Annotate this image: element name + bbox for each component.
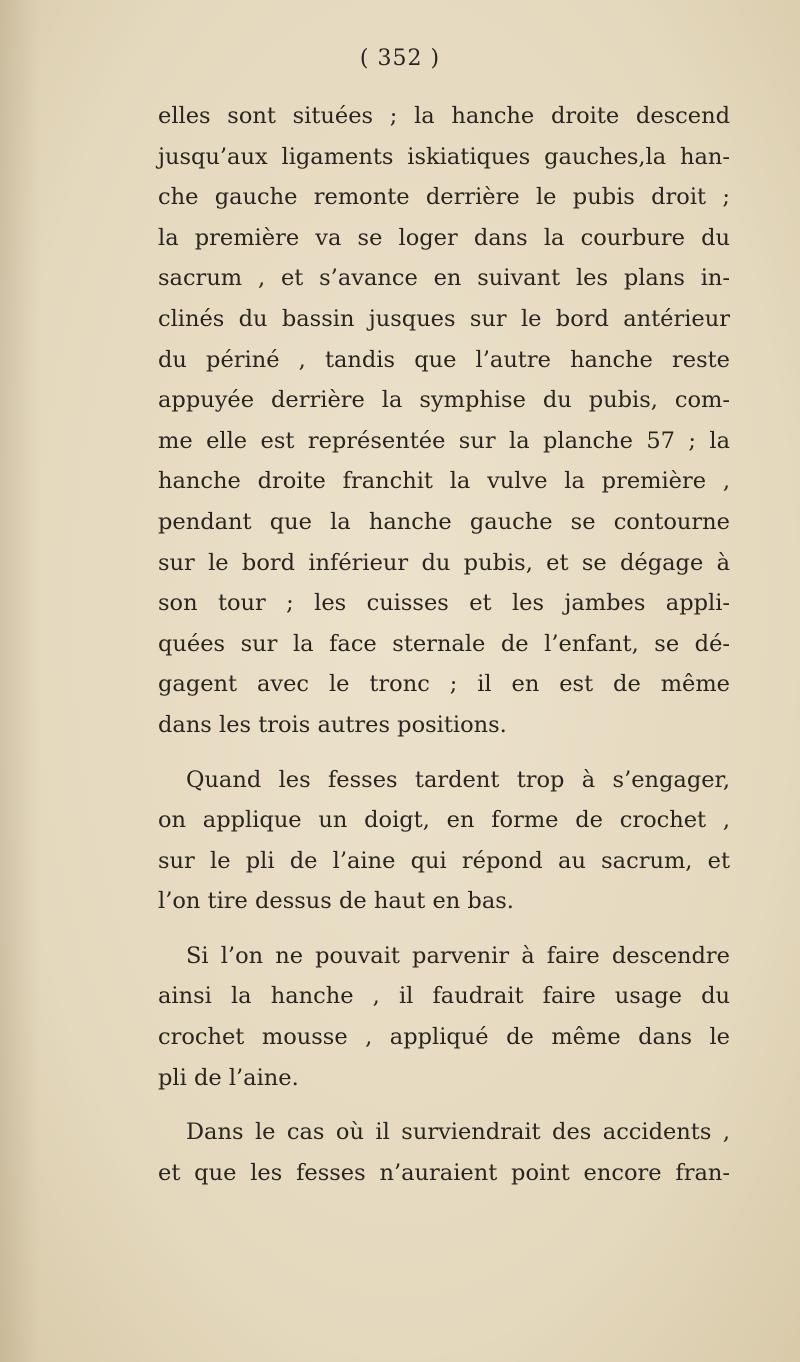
text-line: Si l’on ne pouvait parvenir à faire descendre: [186, 942, 730, 969]
body-text: [158, 96, 730, 1193]
paragraph-gap: [158, 746, 730, 760]
text-line: on applique un doigt, en forme de crochet ,: [158, 807, 730, 834]
text-line: sacrum , et s’avance en suivant les plans in-: [158, 265, 730, 292]
paragraph: [158, 1112, 730, 1193]
text-line: clinés du bassin jusques sur le bord antérieur: [158, 305, 730, 332]
text-line: quées sur la face sternale de l’enfant, se dé-: [158, 630, 730, 657]
text-line: crochet mousse , appliqué de même dans le: [158, 1024, 730, 1051]
text-line: elles sont situées ; la hanche droite descend: [158, 103, 730, 129]
paragraph-gap: [158, 922, 730, 936]
page-fold-shadow: [0, 0, 40, 1362]
paragraph: [158, 96, 730, 746]
text-line: sur le pli de l’aine qui répond au sacrum, et: [158, 847, 730, 874]
text-line: me elle est représentée sur la planche 57 ; la: [158, 427, 730, 454]
text-line: appuyée derrière la symphise du pubis, com-: [158, 387, 730, 414]
paragraph: [158, 760, 730, 922]
text-line: jusqu’aux ligaments iskiatiques gauches,la han-: [158, 143, 730, 170]
text-line: pendant que la hanche gauche se contourne: [158, 508, 730, 535]
text-line: son tour ; les cuisses et les jambes appli-: [158, 590, 730, 617]
text-line: gagent avec le tronc ; il en est de même: [158, 671, 730, 698]
text-line: et que les fesses n’auraient point encore fran-: [158, 1159, 730, 1186]
text-line: sur le bord inférieur du pubis, et se dégage à: [158, 549, 730, 576]
text-line: la première va se loger dans la courbure du: [158, 224, 730, 251]
text-line: Dans le cas où il surviendrait des accidents ,: [186, 1119, 730, 1146]
text-line: ainsi la hanche , il faudrait faire usage du: [158, 983, 730, 1010]
text-line: du périné , tandis que l’autre hanche reste: [158, 346, 730, 373]
paragraph-gap: [158, 1098, 730, 1112]
paragraph: [158, 936, 730, 1098]
page-number: ( 352 ): [359, 46, 441, 71]
text-line: hanche droite franchit la vulve la première ,: [158, 468, 730, 495]
text-line: dans les trois autres positions.: [158, 711, 507, 738]
text-line: pli de l’aine.: [158, 1064, 299, 1091]
text-line: Quand les fesses tardent trop à s’engager,: [186, 766, 730, 793]
text-line: l’on tire dessus de haut en bas.: [158, 888, 514, 915]
text-line: che gauche remonte derrière le pubis droit ;: [158, 184, 730, 211]
